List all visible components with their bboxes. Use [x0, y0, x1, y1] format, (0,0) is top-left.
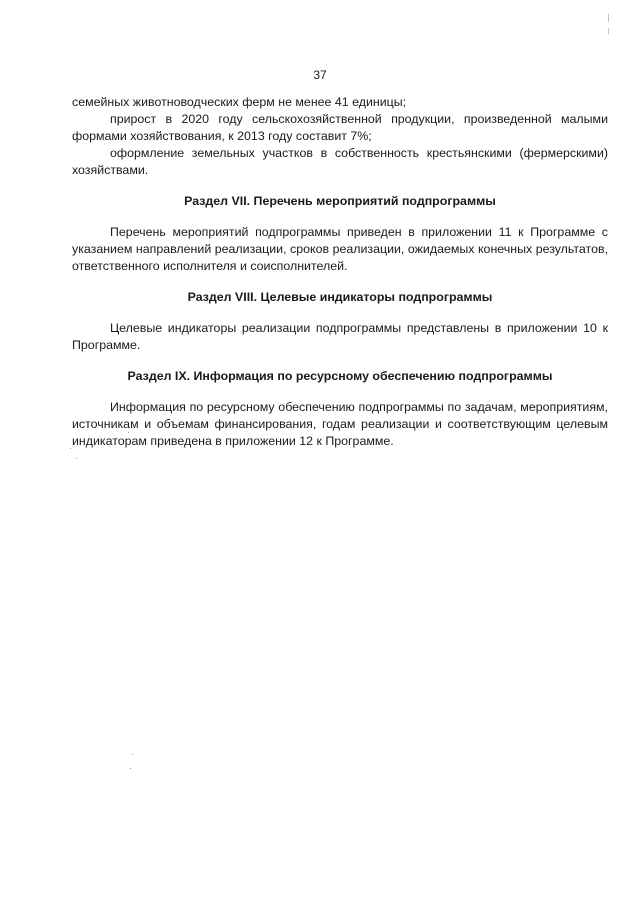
scan-speck — [130, 768, 131, 769]
section-9-text: Информация по ресурсному обеспечению подпрограммы по задачам, мероприятиям, источникам и объемам финансирования, годам реализации и соответствующим целевым индикаторам приведена в приложении 12 к Программе. — [72, 400, 608, 448]
paragraph-land: оформление земельных участков в собственность крестьянскими (фермерскими) хозяйствами. — [72, 146, 608, 177]
section-7-title: Раздел VII. Перечень мероприятий подпрограммы — [184, 194, 496, 208]
scan-mark — [608, 28, 609, 34]
scan-mark — [608, 14, 609, 22]
scan-speck — [132, 754, 133, 755]
section-9-title: Раздел IX. Информация по ресурсному обеспечению подпрограммы — [127, 369, 553, 383]
scan-speck — [76, 458, 77, 459]
section-8-text: Целевые индикаторы реализации подпрограммы представлены в приложении 10 к Программе. — [72, 321, 608, 352]
paragraph-farms: семейных животноводческих ферм не менее 41 единицы; — [72, 95, 407, 109]
document-body — [72, 94, 608, 450]
section-7-text: Перечень мероприятий подпрограммы приведен в приложении 11 к Программе с указанием направлений реализации, сроков реализации, ожидаемых конечных результатов, ответственного исполнителя и соисполнителей. — [72, 225, 608, 273]
section-8-title: Раздел VIII. Целевые индикаторы подпрограммы — [187, 290, 493, 304]
paragraph-growth: прирост в 2020 году сельскохозяйственной продукции, произведенной малыми формами хозяйствования, к 2013 году составит 7%; — [72, 112, 608, 143]
scan-speck — [70, 448, 71, 449]
page-number: 37 — [313, 68, 327, 82]
scan-speck — [128, 432, 129, 433]
